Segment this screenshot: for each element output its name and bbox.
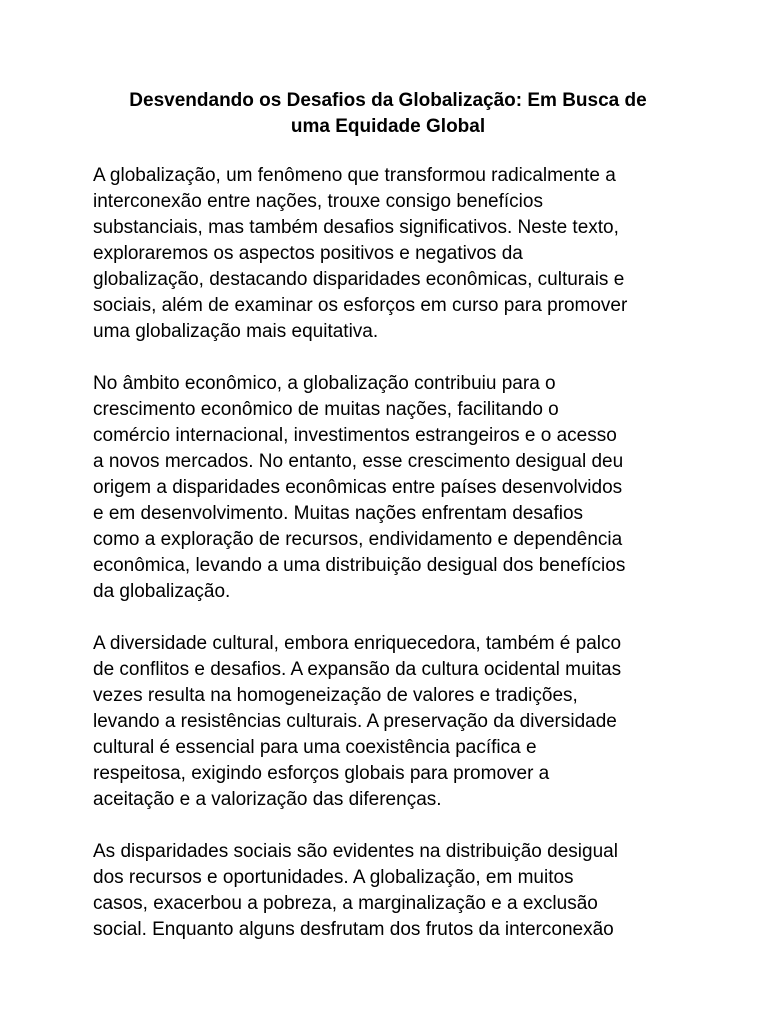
spacer	[93, 813, 683, 839]
paragraph-social: As disparidades sociais são evidentes na distribuição desigual dos recursos e oportunidades. A globalização, em muitos casos, exacerbou a pobreza, a marginalização e a exclusão social. Enquanto alguns desfrutam dos frutos da interconexão	[93, 841, 618, 940]
paragraph-intro: A globalização, um fenômeno que transformou radicalmente a interconexão entre nações, trouxe consigo benefícios substanciais, mas também desafios significativos. Neste texto, exploraremos os aspectos positivos e negativos da globalização, destacando disparidades econômicas, culturais e sociais, além de examinar os esforços em curso para promover uma globalização mais equitativa.	[93, 165, 628, 342]
spacer	[93, 345, 683, 371]
spacer	[93, 140, 683, 163]
paragraph-economic: No âmbito econômico, a globalização contribuiu para o crescimento econômico de muitas nações, facilitando o comércio internacional, investimentos estrangeiros e o acesso a novos mercados. No entanto, esse crescimento desigual deu origem a disparidades econômicas entre países desenvolvidos e em desenvolvimento. Muitas nações enfrentam desafios como a exploração de recursos, endividamento e dependência econômica, levando a uma distribuição desigual dos benefícios da globalização.	[93, 373, 626, 602]
document-page	[93, 88, 683, 943]
document-title: Desvendando os Desafios da Globalização: Em Busca de uma Equidade Global	[129, 90, 647, 137]
spacer	[93, 605, 683, 631]
paragraph-cultural: A diversidade cultural, embora enriquecedora, também é palco de conflitos e desafios. A expansão da cultura ocidental muitas vezes resulta na homogeneização de valores e tradições, levando a resistências culturais. A preservação da diversidade cultural é essencial para uma coexistência pacífica e respeitosa, exigindo esforços globais para promover a aceitação e a valorização das diferenças.	[93, 633, 622, 810]
